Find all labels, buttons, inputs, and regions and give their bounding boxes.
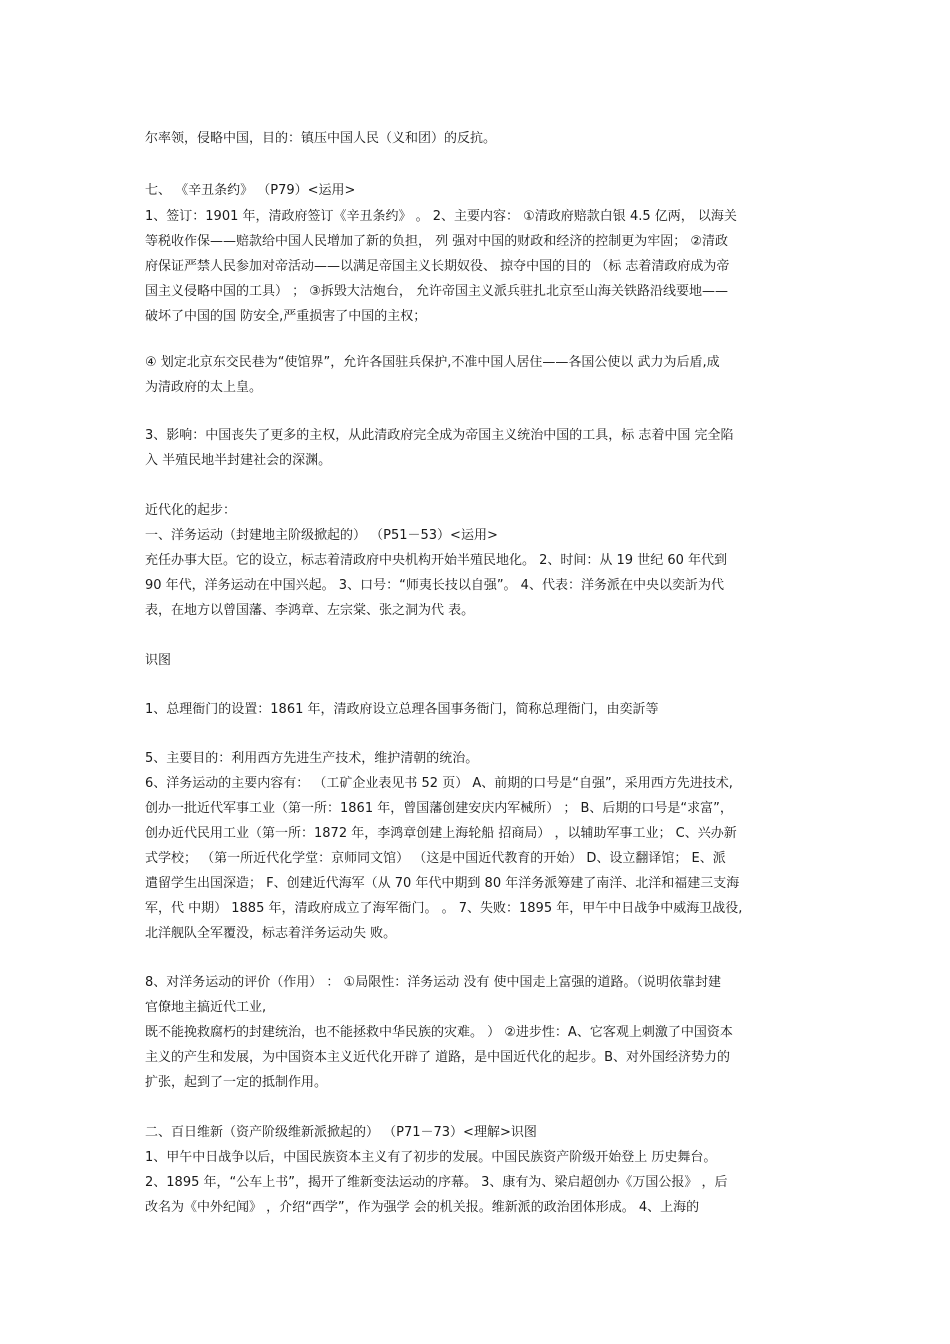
section-heading: 七、 《辛丑条约》 （P79）<运用>: [145, 183, 356, 198]
text-line: 破坏了中国的国 防安全,严重损害了中国的主权；: [145, 309, 427, 324]
text-line: 北洋舰队全军覆没，标志着洋务运动失 败。: [145, 926, 397, 941]
text-line: 式学校； （第一所近代化学堂：京师同文馆） （这是中国近代教育的开始） D、设立翻译馆； E、派: [145, 851, 726, 866]
section-heading: 二、百日维新（资产阶级维新派掀起的） （P71－73）<理解>识图: [145, 1125, 537, 1140]
text-line: 为清政府的太上皇。: [145, 380, 263, 395]
text-line: 1、签订：1901 年，清政府签订《辛丑条约》 。 2、主要内容： ①清政府赔款白银 4.5 亿两， 以海关: [145, 209, 737, 224]
text-line: 创办近代民用工业（第一所：1872 年，李鸿章创建上海轮船 招商局） ，以辅助军事工业； C、兴办新: [145, 826, 737, 841]
text-line: 充任办事大臣。它的设立，标志着清政府中央机构开始半殖民地化。 2、时间：从 19 世纪 60 年代到: [145, 553, 728, 568]
text-line: ④ 划定北京东交民巷为“使馆界”，允许各国驻兵保护,不准中国人居住——各国公使以 武力为后盾,成: [145, 355, 720, 370]
text-line: 表，在地方以曾国藩、李鸿章、左宗棠、张之洞为代 表。: [145, 603, 475, 618]
section-heading: 识图: [145, 653, 172, 668]
text-line: 5、主要目的：利用西方先进生产技术，维护清朝的统治。: [145, 751, 479, 766]
text-line: 尔率领，侵略中国，目的：镇压中国人民（义和团）的反抗。: [145, 131, 497, 146]
text-line: 创办一批近代军事工业（第一所：1861 年，曾国藩创建安庆内军械所） ； B、后期的口号是“求富”，: [145, 801, 733, 816]
text-line: 既不能挽救腐朽的封建统治，也不能拯救中华民族的灾难。 ） ②进步性：A、它客观上刺激了中国资本: [145, 1025, 733, 1040]
text-line: 国主义侵略中国的工具） ； ③拆毁大沽炮台， 允许帝国主义派兵驻扎北京至山海关铁路沿线要地——: [145, 284, 729, 299]
text-line: 官僚地主搞近代工业,: [145, 1000, 267, 1015]
text-line: 3、影响：中国丧失了更多的主权，从此清政府完全成为帝国主义统治中国的工具，标 志着中国 完全陷: [145, 428, 734, 443]
text-line: 8、对洋务运动的评价（作用） ： ①局限性：洋务运动 没有 使中国走上富强的道路。（说明依靠封建: [145, 975, 721, 990]
text-line: 1、总理衙门的设置：1861 年，清政府设立总理各国事务衙门，简称总理衙门，由奕訢等: [145, 702, 659, 717]
text-line: 90 年代，洋务运动在中国兴起。 3、口号：“师夷长技以自强”。 4、代表：洋务派在中央以奕訢为代: [145, 578, 724, 593]
text-line: 改名为《中外纪闻》 ，介绍“西学”，作为强学 会的机关报。维新派的政治团体形成。 4、上海的: [145, 1200, 700, 1215]
text-line: 府保证严禁人民参加对帝活动——以满足帝国主义长期奴役、 掠夺中国的目的 （标 志着清政府成为帝: [145, 259, 730, 274]
section-heading: 一、洋务运动（封建地主阶级掀起的） （P51－53）<运用>: [145, 528, 498, 543]
section-heading: 近代化的起步：: [145, 503, 237, 518]
text-line: 遣留学生出国深造； F、创建近代海军（从 70 年代中期到 80 年洋务派筹建了南洋、北洋和福建三支海: [145, 876, 740, 891]
text-line: 2、1895 年，“公车上书”，揭开了维新变法运动的序幕。 3、康有为、梁启超创办《万国公报》 ，后: [145, 1175, 728, 1190]
text-line: 6、洋务运动的主要内容有： （工矿企业表见书 52 页） A、前期的口号是“自强”，采用西方先进技术,: [145, 776, 733, 791]
text-line: 入 半殖民地半封建社会的深渊。: [145, 453, 332, 468]
text-line: 1、甲午中日战争以后，中国民族资本主义有了初步的发展。中国民族资产阶级开始登上 历史舞台。: [145, 1150, 717, 1165]
text-line: 扩张，起到了一定的抵制作用。: [145, 1075, 328, 1090]
text-line: 等税收作保——赔款给中国人民增加了新的负担， 列 强对中国的财政和经济的控制更为牢固； ②清政: [145, 234, 729, 249]
text-line: 主义的产生和发展，为中国资本主义近代化开辟了 道路，是中国近代化的起步。B、对外国经济势力的: [145, 1050, 731, 1065]
text-line: 军，代 中期） 1885 年，清政府成立了海军衙门。 。 7、失败：1895 年，甲午中日战争中威海卫战役,: [145, 901, 743, 916]
